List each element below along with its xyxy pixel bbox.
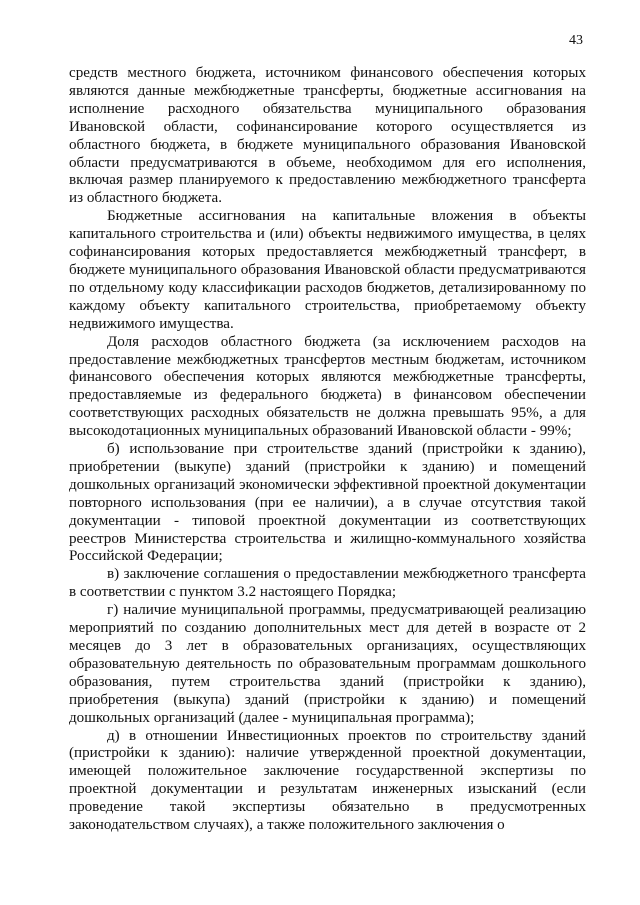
paragraph-regional-share: Доля расходов областного бюджета (за исключением расходов на предоставление межбюджетных трансфертов местным бюджетам, источником финансового обеспечения которых являются межбюджетные трансферты, предоставляемые из федерального бюджета) в финансовом обеспечении соответствующих расходных обязательств не должна превышать 95%, а для высокодотационных муниципальных образований Ивановской области - 99%; [69,333,586,440]
paragraph-item-g: г) наличие муниципальной программы, предусматривающей реализацию мероприятий по созданию дополнительных мест для детей в возрасте от 2 месяцев до 3 лет в образовательных организациях, осуществляющих образовательную деятельность по образовательным программам дошкольного образования, путем строительства зданий (пристройки к зданию), приобретения (выкупа) зданий (пристройки к зданию) и помещений дошкольных организаций (далее - муниципальная программа); [69,602,586,726]
paragraph-item-v: в) заключение соглашения о предоставлении межбюджетного трансферта в соответствии с пунктом 3.2 настоящего Порядка; [69,566,586,601]
paragraph-continuation: средств местного бюджета, источником финансового обеспечения которых являются данные межбюджетные трансферты, бюджетные ассигнования на исполнение расходного обязательства муниципального образования Ивановской области, софинансирование которого осуществляется из областного бюджета, в бюджете муниципального образования Ивановской области предусматриваются в объеме, необходимом для его исполнения, включая размер планируемого к предоставлению межбюджетного трансферта из областного бюджета. [69,65,586,207]
document-body [69,65,586,835]
paragraph-budget-allocations: Бюджетные ассигнования на капитальные вложения в объекты капитального строительства и (или) объекты недвижимого имущества, в целях софинансирования которых предоставляется межбюджетный трансферт, в бюджете муниципального образования Ивановской области предусматриваются по отдельному коду классификации расходов бюджетов, детализированному по каждому объекту капитального строительства, приобретаемому объекту недвижимого имущества. [69,208,586,332]
paragraph-item-b: б) использование при строительстве зданий (пристройки к зданию), приобретении (выкупе) зданий (пристройки к зданию) и помещений дошкольных организаций экономически эффективной проектной документации повторного использования (при ее наличии), а в случае отсутствия такой документации - типовой проектной документации из соответствующих реестров Министерства строительства и жилищно-коммунального хозяйства Российской Федерации; [69,441,586,565]
page-number: 43 [569,33,583,48]
paragraph-item-d: д) в отношении Инвестиционных проектов по строительству зданий (пристройки к зданию): наличие утвержденной проектной документации, имеющей положительное заключение государственной экспертизы по проектной документации и результатам инженерных изысканий (если проведение такой экспертизы обязательно в предусмотренных законодательством случаях), а также положительного заключения о [69,727,586,834]
